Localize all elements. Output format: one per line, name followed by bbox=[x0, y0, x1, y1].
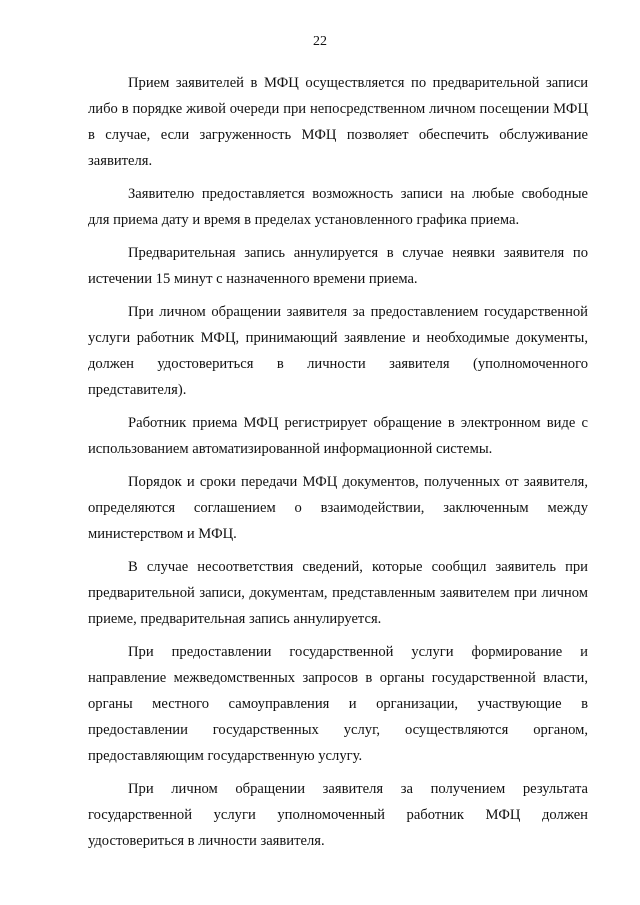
paragraph-identity-check: При личном обращении заявителя за предоставлением государственной услуги работник МФЦ, принимающий заявление и необходимые документы, должен удостовериться в личности заявителя (уполномоченного представителя). bbox=[88, 304, 588, 398]
paragraph-document-transfer: Порядок и сроки передачи МФЦ документов, полученных от заявителя, определяются соглашением о взаимодействии, заключенным между министерством и МФЦ. bbox=[88, 474, 588, 542]
paragraph-interagency-requests: При предоставлении государственной услуги формирование и направление межведомственных запросов в органы государственной власти, органы местного самоуправления и организации, участвующие в предоставлении государственных услуг, осуществляются органом, предоставляющим государственную услугу. bbox=[88, 644, 588, 764]
paragraph-mfc-appointment: Прием заявителей в МФЦ осуществляется по предварительной записи либо в порядке живой очереди при непосредственном личном посещении МФЦ в случае, если загруженность МФЦ позволяет обеспечить обслуживание заявителя. bbox=[88, 75, 588, 169]
paragraph-booking-options: Заявителю предоставляется возможность записи на любые свободные для приема дату и время в пределах установленного графика приема. bbox=[88, 186, 588, 228]
paragraph-registration: Работник приема МФЦ регистрирует обращение в электронном виде с использованием автоматизированной информационной системы. bbox=[88, 415, 588, 457]
page-number: 22 bbox=[313, 34, 327, 49]
paragraph-data-mismatch: В случае несоответствия сведений, которые сообщил заявитель при предварительной записи, документам, представленным заявителем при личном приеме, предварительная запись аннулируется. bbox=[88, 559, 588, 627]
document-body bbox=[88, 70, 588, 861]
paragraph-booking-cancellation: Предварительная запись аннулируется в случае неявки заявителя по истечении 15 минут с назначенного времени приема. bbox=[88, 245, 588, 287]
paragraph-result-pickup: При личном обращении заявителя за получением результата государственной услуги уполномоченный работник МФЦ должен удостовериться в личности заявителя. bbox=[88, 781, 588, 849]
